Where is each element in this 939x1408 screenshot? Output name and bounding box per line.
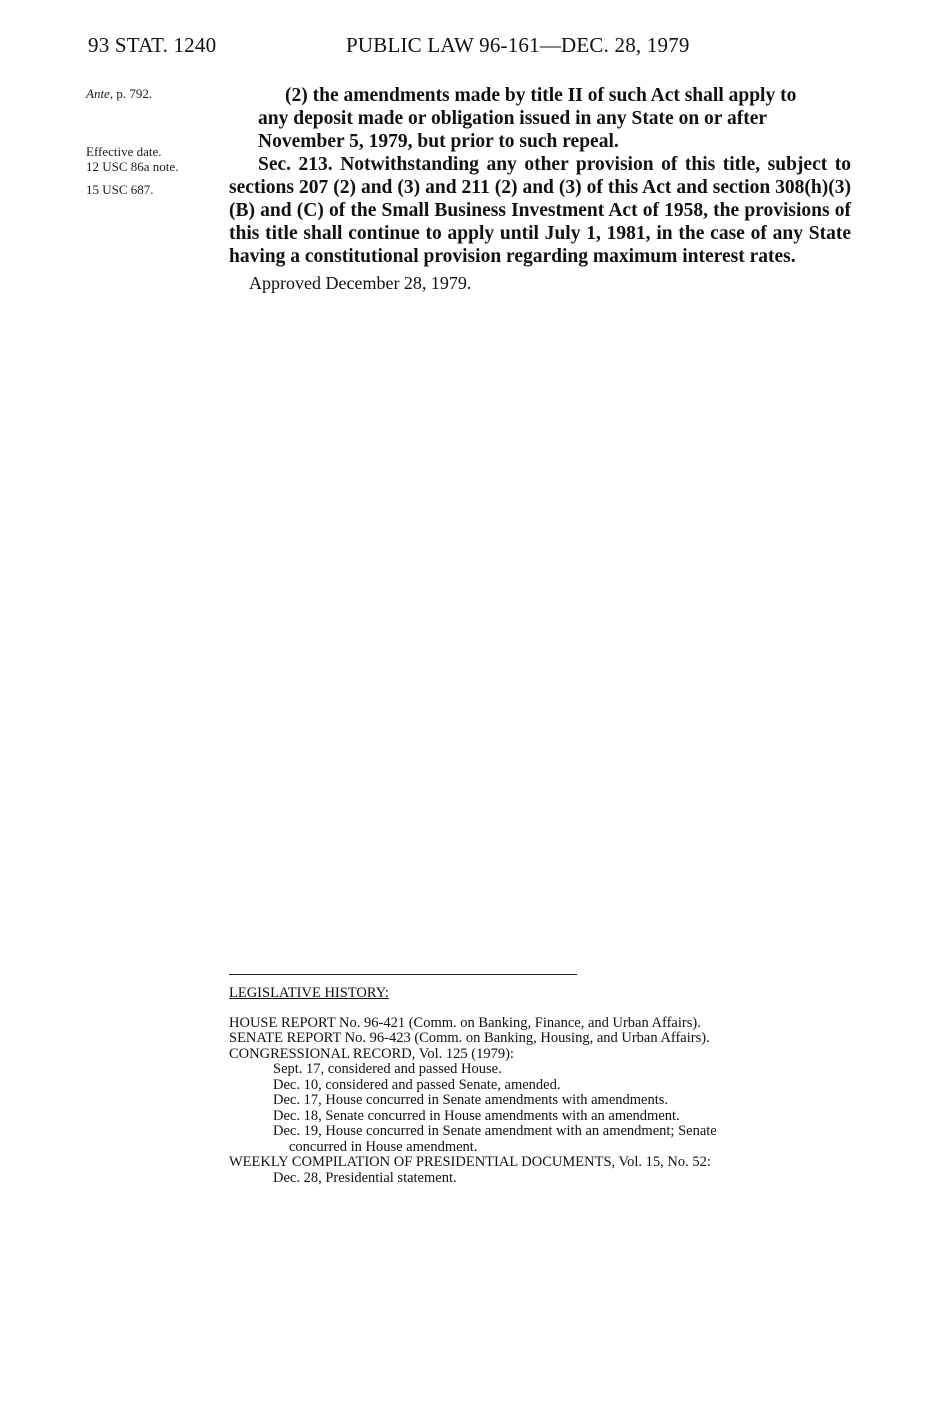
legislative-history (229, 986, 869, 1186)
paragraph-2-line-3: November 5, 1979, but prior to such repeal. (258, 131, 619, 152)
statute-body (229, 84, 851, 268)
legislative-history-heading: LEGISLATIVE HISTORY: (229, 985, 389, 1001)
paragraph-2 (229, 84, 851, 107)
footnote-divider (229, 974, 577, 975)
margin-note-ante (86, 86, 216, 101)
margin-note-effective-date: Effective date. (86, 144, 162, 159)
margin-note-usc-86a: 12 USC 86a note. (86, 159, 179, 174)
paragraph-2-continued (229, 107, 851, 153)
history-action-continuation: concurred in House amendment. (289, 1138, 478, 1155)
senate-report: SENATE REPORT No. 96-423 (Comm. on Banking, Housing, and Urban Affairs). (229, 1030, 710, 1046)
margin-note-ante-page: p. 792. (116, 86, 153, 101)
history-action: Dec. 19, House concurred in Senate amendment with an amendment; Senate (273, 1123, 717, 1139)
weekly-compilation-detail: Dec. 28, Presidential statement. (273, 1169, 457, 1186)
history-action: Dec. 17, House concurred in Senate amendments with amendments. (273, 1092, 669, 1108)
section-213: Sec. 213. Notwithstanding any other provision of this title, subject to sections 207 (2) and (3) and 211 (2) and (3) of this Act and section 308(h)(3) (B) and (C) of the Small Business Investment Act of 1958, the provisions of this title shall continue to apply until July 1, 1981, in the case of any State having a constitutional provision regarding maximum interest rates. (229, 154, 851, 267)
margin-note-usc-687: 15 USC 687. (86, 182, 154, 197)
history-action: Dec. 10, considered and passed Senate, amended. (273, 1076, 561, 1093)
margin-note-ante-italic: Ante, (86, 86, 114, 101)
congressional-record: CONGRESSIONAL RECORD, Vol. 125 (1979): (229, 1045, 514, 1062)
margin-note-effective (86, 144, 216, 174)
history-action: Dec. 18, Senate concurred in House amendments with an amendment. (273, 1107, 680, 1124)
paragraph-2-line-1: (2) the amendments made by title II of such Act shall apply to (285, 85, 797, 106)
house-report: HOUSE REPORT No. 96-421 (Comm. on Banking, Finance, and Urban Affairs). (229, 1014, 701, 1031)
approval-date: Approved December 28, 1979. (249, 273, 472, 293)
paragraph-2-line-2: any deposit made or obligation issued in any State on or after (258, 108, 768, 129)
public-law-title: PUBLIC LAW 96-161—DEC. 28, 1979 (346, 33, 690, 57)
statute-page-number: 93 STAT. 1240 (88, 33, 217, 57)
weekly-compilation: WEEKLY COMPILATION OF PRESIDENTIAL DOCUMENTS, Vol. 15, No. 52: (229, 1154, 711, 1170)
history-action: Sept. 17, considered and passed House. (273, 1061, 502, 1077)
